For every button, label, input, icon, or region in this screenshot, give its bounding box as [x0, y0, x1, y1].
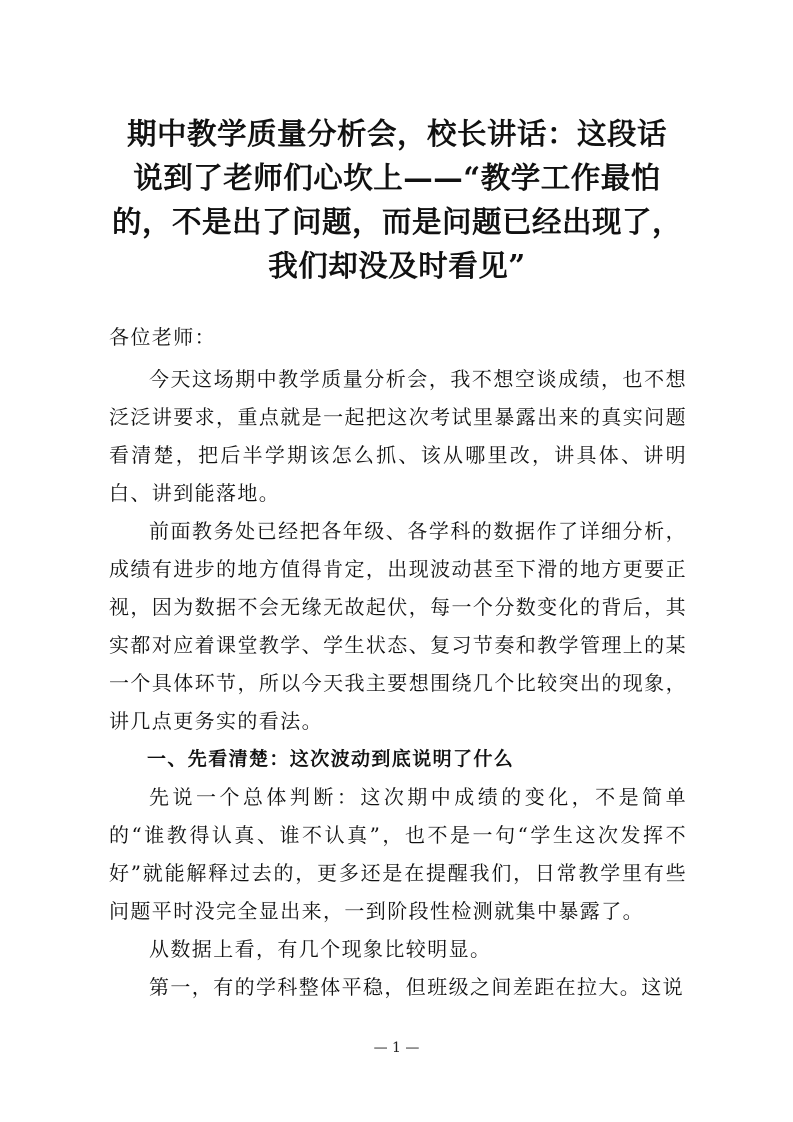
body-paragraph: 前面教务处已经把各年级、各学科的数据作了详细分析，成绩有进步的地方值得肯定，出现波动甚至下滑的地方更要正视，因为数据不会无缘无故起伏，每一个分数变化的背后，其实都对应着课堂教学、学生状态、复习节奏和教学管理上的某一个具体环节，所以今天我主要想围绕几个比较突出的现象，讲几点更务实的看法。 — [109, 519, 687, 733]
body-paragraph: 第一，有的学科整体平稳，但班级之间差距在拉大。这说 — [149, 975, 684, 999]
title-line: 的，不是出了问题，而是问题已经出现了， — [111, 204, 682, 239]
section-heading: 一、先看清楚：这次波动到底说明了什么 — [147, 748, 515, 770]
page-number: — 1 — — [373, 1040, 420, 1056]
body-paragraph: 从数据上看，有几个现象比较明显。 — [149, 937, 492, 961]
body-paragraph: 先说一个总体判断：这次期中成绩的变化，不是简单的“谁教得认真、谁不认真”，也不是一句“学生这次发挥不好”就能解释过去的，更多还是在提醒我们，日常教学里有些问题平时没完全显出来，一到阶段性检测就集中暴露了。 — [109, 785, 687, 923]
greeting: 各位老师： — [109, 325, 216, 349]
title-line: 说到了老师们心坎上——“教学工作最怕 — [133, 160, 661, 195]
document-title — [100, 112, 694, 288]
body-paragraph: 今天这场期中教学质量分析会，我不想空谈成绩，也不想泛泛讲要求，重点就是一起把这次考试里暴露出来的真实问题看清楚，把后半学期该怎么抓、该从哪里改，讲具体、讲明白、讲到能落地。 — [109, 367, 687, 505]
title-line: 期中教学质量分析会，校长讲话：这段话 — [126, 116, 667, 151]
document-body — [109, 318, 687, 1006]
title-line: 我们却没及时看见” — [268, 248, 526, 283]
